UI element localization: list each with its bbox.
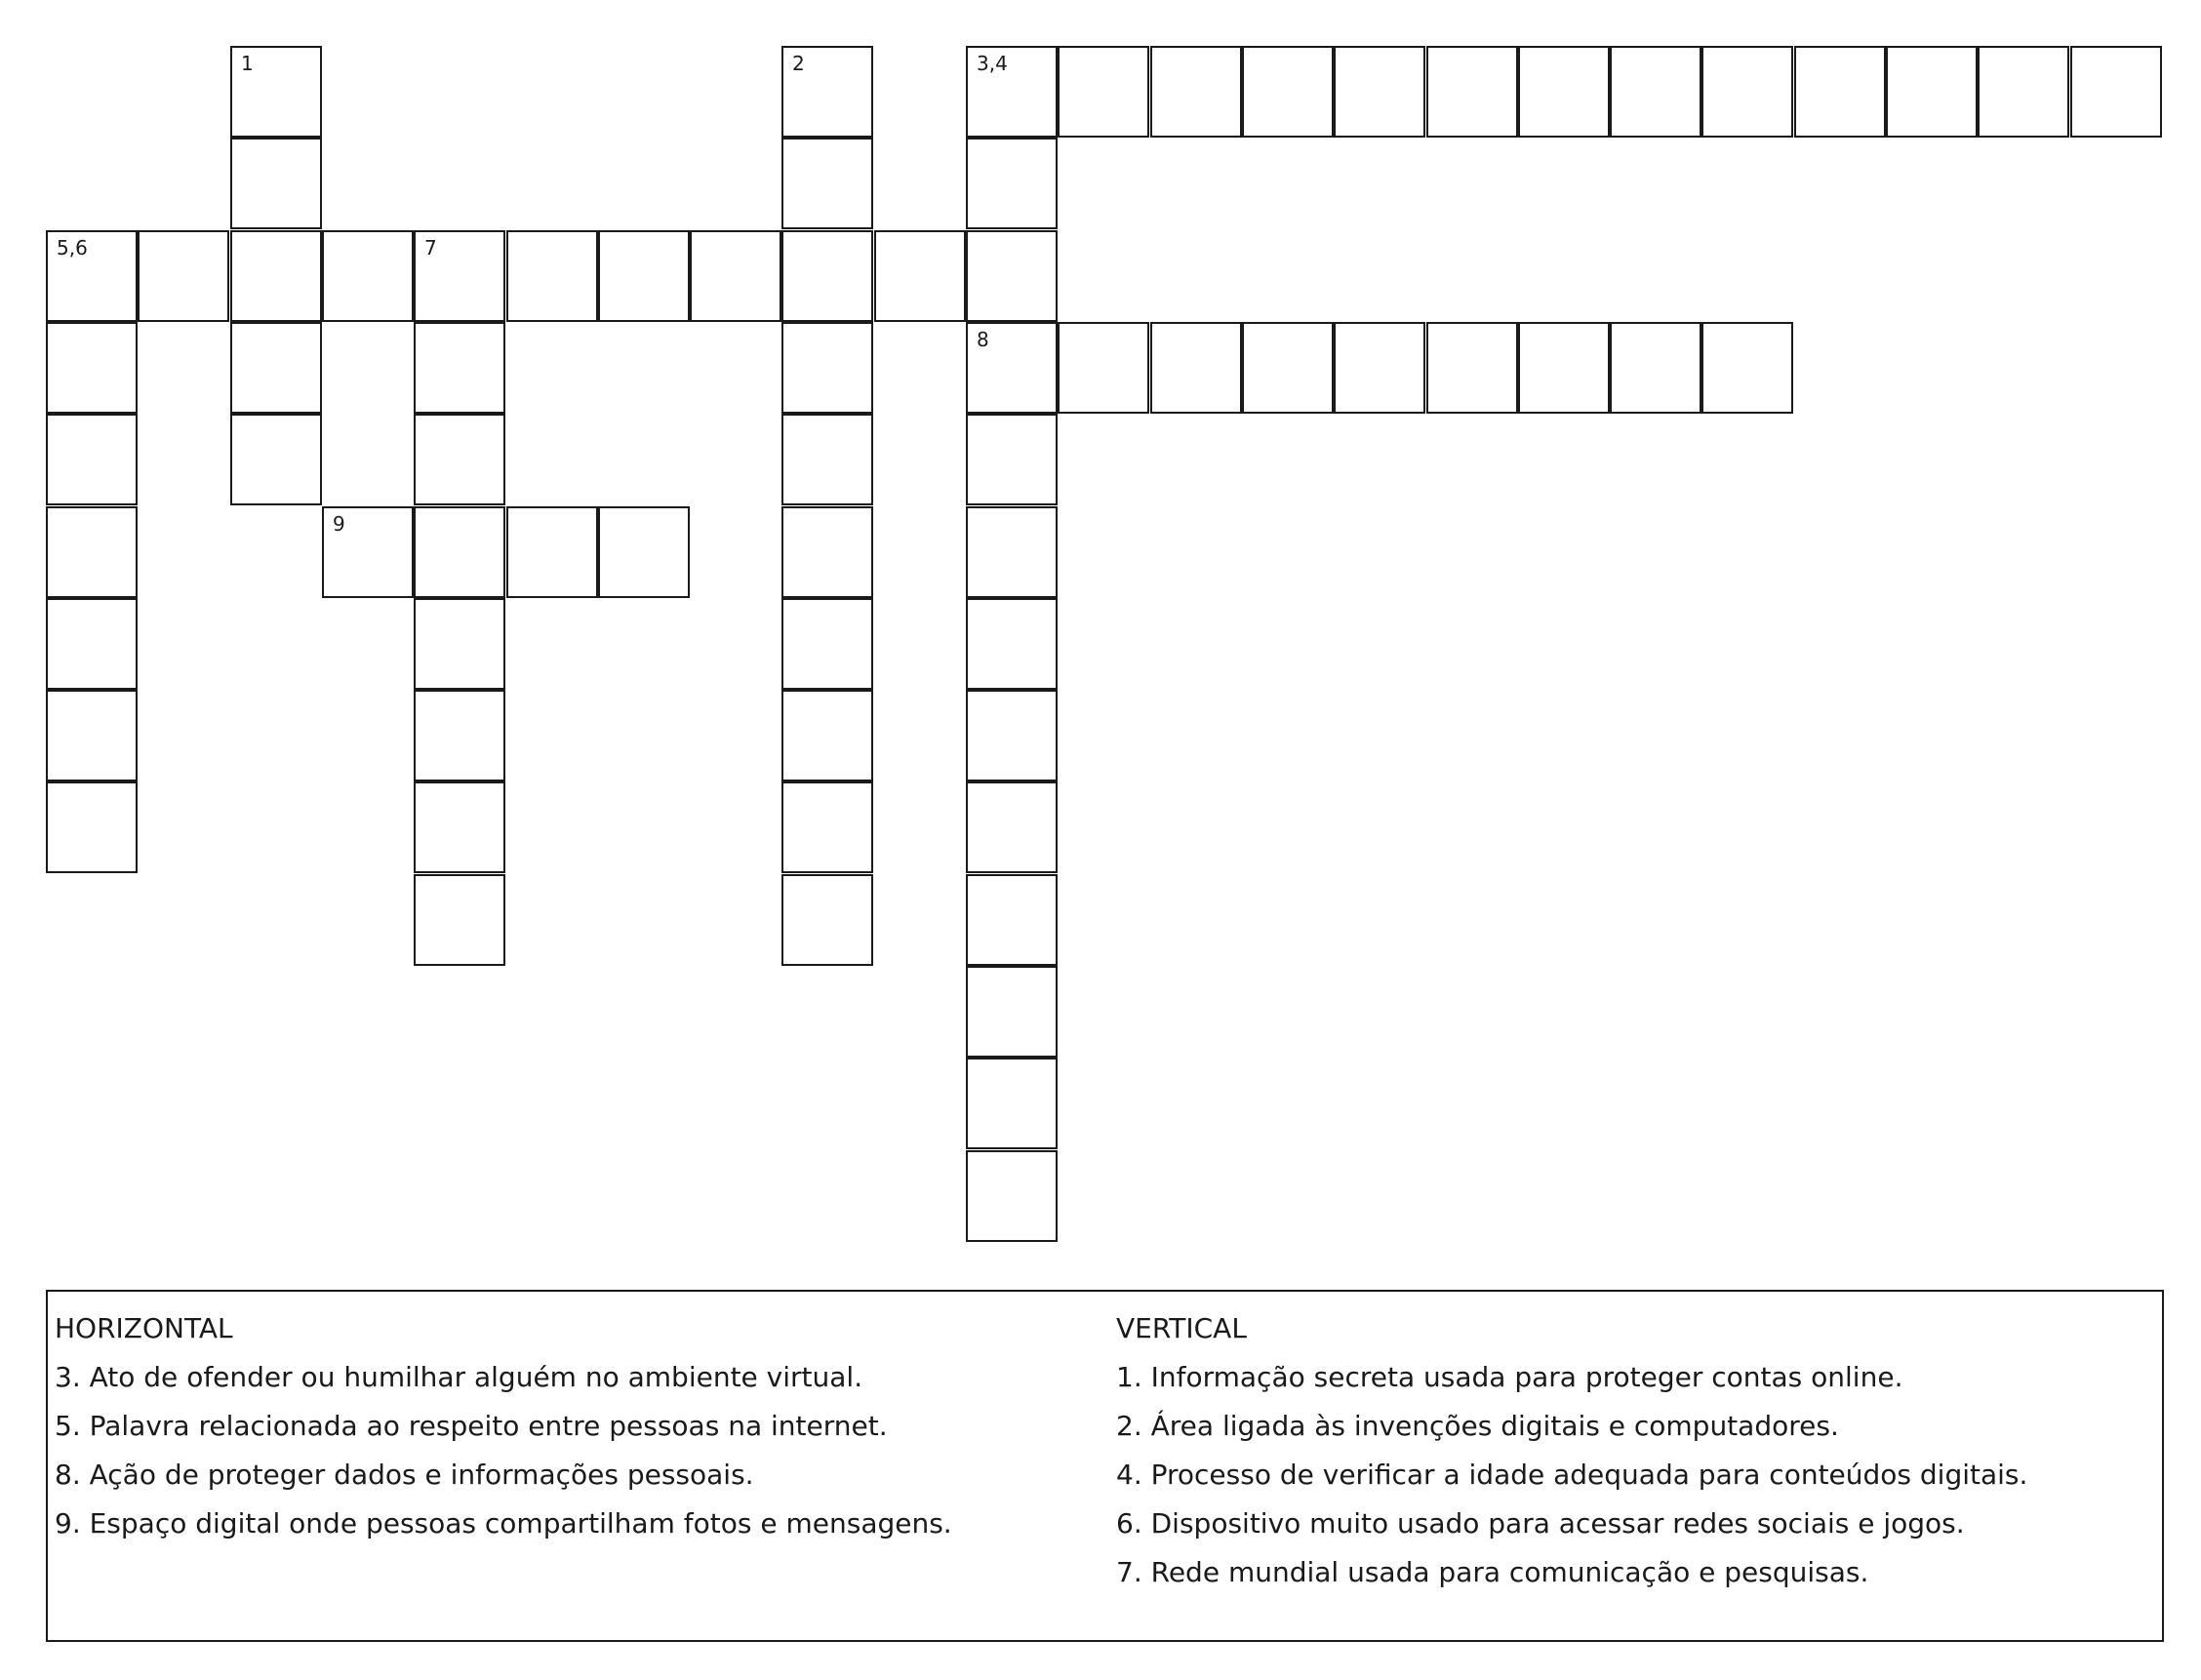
clue-number-8: 8 <box>977 328 989 351</box>
clues-box <box>46 1290 2164 1642</box>
crossword-cell[interactable] <box>966 506 1058 598</box>
crossword-cell[interactable] <box>1610 322 1701 414</box>
crossword-cell[interactable] <box>1518 46 1610 138</box>
crossword-cell[interactable] <box>1150 46 1242 138</box>
crossword-cell[interactable] <box>46 322 138 414</box>
clue-vertical-4: 4. Processo de verificar a idade adequada para conteúdos digitais. <box>1116 1459 2028 1491</box>
clue-number-5-6: 5,6 <box>57 236 88 260</box>
crossword-cell[interactable] <box>138 230 229 322</box>
vertical-clues <box>1116 1307 2027 1600</box>
clue-number-7: 7 <box>424 236 437 260</box>
clue-horizontal-5: 5. Palavra relacionada ao respeito entre pessoas na internet. <box>55 1410 888 1442</box>
crossword-cell[interactable] <box>781 690 873 781</box>
crossword-cell[interactable] <box>1978 46 2069 138</box>
crossword-cell[interactable] <box>1701 46 1793 138</box>
crossword-cell[interactable] <box>966 46 1058 138</box>
clue-vertical-1: 1. Informação secreta usada para proteger contas online. <box>1116 1361 1903 1393</box>
horizontal-heading: HORIZONTAL <box>55 1312 233 1344</box>
crossword-cell[interactable] <box>46 414 138 505</box>
crossword-cell[interactable] <box>1701 322 1793 414</box>
crossword-cell[interactable] <box>1518 322 1610 414</box>
crossword-cell[interactable] <box>230 322 322 414</box>
crossword-cell[interactable] <box>1794 46 1886 138</box>
crossword-cell[interactable] <box>874 230 966 322</box>
clue-horizontal-8: 8. Ação de proteger dados e informações pessoais. <box>55 1459 754 1491</box>
crossword-cell[interactable] <box>46 598 138 690</box>
crossword-cell[interactable] <box>781 138 873 229</box>
crossword-cell[interactable] <box>506 506 598 598</box>
clue-number-2: 2 <box>792 52 805 75</box>
crossword-cell[interactable] <box>1426 46 1518 138</box>
crossword-cell[interactable] <box>46 506 138 598</box>
clue-horizontal-9: 9. Espaço digital onde pessoas compartilham fotos e mensagens. <box>55 1507 952 1540</box>
clue-vertical-2: 2. Área ligada às invenções digitais e computadores. <box>1116 1410 1839 1442</box>
clue-number-3-4: 3,4 <box>977 52 1008 75</box>
crossword-cell[interactable] <box>966 874 1058 966</box>
crossword-cell[interactable] <box>46 690 138 781</box>
crossword-cell[interactable] <box>966 966 1058 1058</box>
crossword-cell[interactable] <box>598 230 690 322</box>
crossword-cell[interactable] <box>966 322 1058 414</box>
crossword-cell[interactable] <box>966 690 1058 781</box>
crossword-cell[interactable] <box>1426 322 1518 414</box>
crossword-cell[interactable] <box>414 598 505 690</box>
crossword-cell[interactable] <box>966 230 1058 322</box>
clue-number-1: 1 <box>241 52 254 75</box>
crossword-cell[interactable] <box>1058 322 1149 414</box>
crossword-cell[interactable] <box>781 874 873 966</box>
crossword-cell[interactable] <box>781 46 873 138</box>
crossword-cell[interactable] <box>1058 46 1149 138</box>
crossword-cell[interactable] <box>414 781 505 873</box>
crossword-cell[interactable] <box>1610 46 1701 138</box>
crossword-cell[interactable] <box>598 506 690 598</box>
clue-horizontal-3: 3. Ato de ofender ou humilhar alguém no ambiente virtual. <box>55 1361 863 1393</box>
crossword-cell[interactable] <box>230 46 322 138</box>
crossword-cell[interactable] <box>781 598 873 690</box>
crossword-cell[interactable] <box>1334 322 1425 414</box>
crossword-cell[interactable] <box>46 781 138 873</box>
crossword-cell[interactable] <box>781 506 873 598</box>
crossword-cell[interactable] <box>506 230 598 322</box>
crossword-cell[interactable] <box>1242 322 1334 414</box>
crossword-cell[interactable] <box>1334 46 1425 138</box>
crossword-cell[interactable] <box>2070 46 2162 138</box>
crossword-cell[interactable] <box>966 781 1058 873</box>
clue-vertical-6: 6. Dispositivo muito usado para acessar redes sociais e jogos. <box>1116 1507 1965 1540</box>
crossword-cell[interactable] <box>414 874 505 966</box>
crossword-cell[interactable] <box>1242 46 1334 138</box>
crossword-cell[interactable] <box>1150 322 1242 414</box>
crossword-cell[interactable] <box>414 414 505 505</box>
vertical-heading: VERTICAL <box>1116 1312 1247 1344</box>
crossword-cell[interactable] <box>781 414 873 505</box>
crossword-cell[interactable] <box>1886 46 1978 138</box>
crossword-cell[interactable] <box>781 230 873 322</box>
crossword-cell[interactable] <box>230 414 322 505</box>
horizontal-clues <box>55 1307 952 1551</box>
crossword-cell[interactable] <box>230 230 322 322</box>
crossword-cell[interactable] <box>781 322 873 414</box>
crossword-cell[interactable] <box>230 138 322 229</box>
crossword-cell[interactable] <box>966 1150 1058 1242</box>
clue-number-9: 9 <box>333 512 345 536</box>
crossword-cell[interactable] <box>414 230 505 322</box>
crossword-cell[interactable] <box>966 598 1058 690</box>
crossword-cell[interactable] <box>414 506 505 598</box>
crossword-cell[interactable] <box>781 781 873 873</box>
crossword-cell[interactable] <box>46 230 138 322</box>
crossword-cell[interactable] <box>322 230 414 322</box>
crossword-cell[interactable] <box>414 322 505 414</box>
crossword-cell[interactable] <box>966 414 1058 505</box>
crossword-cell[interactable] <box>690 230 781 322</box>
clue-vertical-7: 7. Rede mundial usada para comunicação e pesquisas. <box>1116 1556 1869 1588</box>
crossword-cell[interactable] <box>966 1058 1058 1149</box>
crossword-cell[interactable] <box>322 506 414 598</box>
crossword-cell[interactable] <box>414 690 505 781</box>
crossword-cell[interactable] <box>966 138 1058 229</box>
